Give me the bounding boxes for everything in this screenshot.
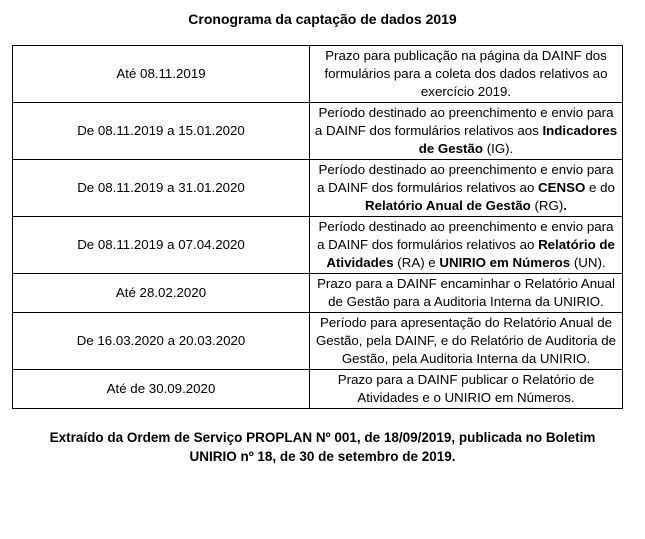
description-cell (310, 370, 623, 409)
table-row (13, 46, 623, 103)
description-bold-segment: Relatório Anual de Gestão (365, 198, 531, 213)
page-title: Cronograma da captação de dados 2019 (188, 11, 457, 27)
description-text-segment: e do (585, 180, 615, 195)
description-text-segment: Período destinado ao preenchimento e envio para a DAINF dos formulários relativos aos (314, 105, 614, 138)
description-text-segment: (UN). (570, 255, 606, 270)
description-cell (310, 46, 623, 103)
period-cell: De 08.11.2019 a 31.01.2020 (13, 160, 310, 217)
period-cell: De 16.03.2020 a 20.03.2020 (13, 313, 310, 370)
period-cell: Até 08.11.2019 (13, 46, 310, 103)
description-bold-segment: UNIRIO em Números (439, 255, 571, 270)
schedule-table (12, 45, 623, 409)
period-cell: Até de 30.09.2020 (13, 370, 310, 409)
table-row (13, 103, 623, 160)
description-bold-segment: . (563, 198, 567, 213)
description-text-segment: Período para apresentação do Relatório Anual de Gestão, pela DAINF, e do Relatório de Auditoria de Gestão, pela Auditoria Interna da UNIRIO. (315, 315, 617, 366)
description-bold-segment: Relatório de Atividades (326, 237, 615, 270)
description-text-segment: Prazo para publicação na página da DAINF dos formulários para a coleta dos dados relativos ao exercício 2019. (324, 48, 608, 99)
table-row (13, 274, 623, 313)
description-cell (310, 160, 623, 217)
description-bold-segment: Indicadores de Gestão (418, 123, 618, 156)
description-cell (310, 103, 623, 160)
description-text-segment: (IG). (483, 141, 514, 156)
period-cell: Até 28.02.2020 (13, 274, 310, 313)
description-text-segment: Período destinado ao preenchimento e envio para a DAINF dos formulários relativos ao (317, 162, 614, 195)
period-cell: De 08.11.2019 a 07.04.2020 (13, 217, 310, 274)
description-text-segment: (RG) (530, 198, 564, 213)
table-row (13, 313, 623, 370)
source-note: Extraído da Ordem de Serviço PROPLAN Nº 001, de 18/09/2019, publicada no Boletim UNIRIO nº 18, de 30 de setembro de 2019. (49, 430, 596, 464)
description-text-segment: Período destinado ao preenchimento e envio para a DAINF dos formulários relativos ao (317, 219, 614, 252)
table-row (13, 370, 623, 409)
table-row (13, 217, 623, 274)
period-cell: De 08.11.2019 a 15.01.2020 (13, 103, 310, 160)
description-text-segment: (RA) e (393, 255, 440, 270)
description-cell (310, 313, 623, 370)
description-cell (310, 217, 623, 274)
description-cell (310, 274, 623, 313)
description-text-segment: Prazo para a DAINF encaminhar o Relatório Anual de Gestão para a Auditoria Interna da UNIRIO. (317, 276, 615, 309)
table-row (13, 160, 623, 217)
description-text-segment: Prazo para a DAINF publicar o Relatório de Atividades e o UNIRIO em Números. (337, 372, 595, 405)
schedule-table-body (13, 46, 623, 409)
description-bold-segment: CENSO (538, 180, 586, 195)
